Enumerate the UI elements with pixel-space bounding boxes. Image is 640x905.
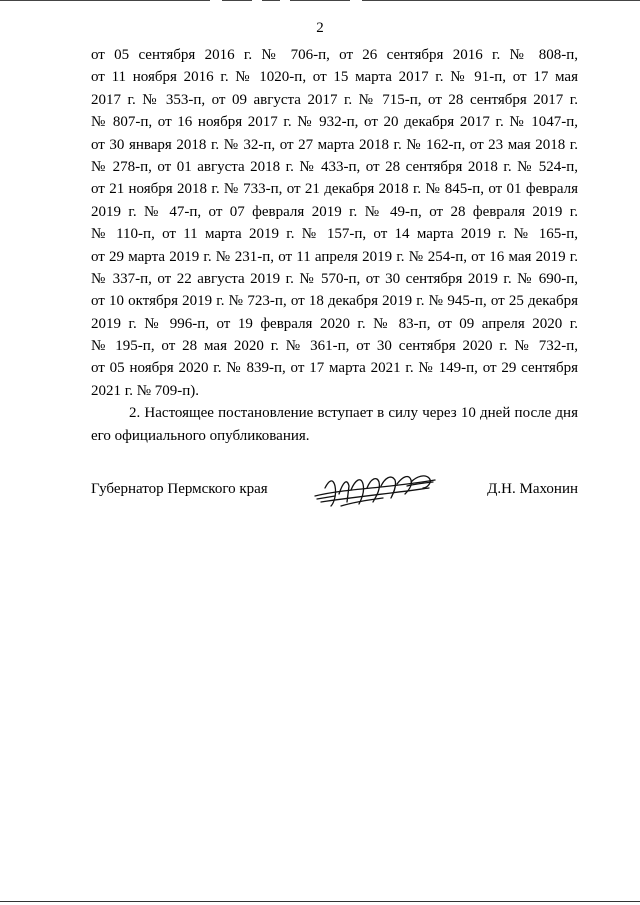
text-line: его официального опубликования. [91,427,310,444]
signatory-name: Д.Н. Махонин [487,481,578,497]
text-line: 2019 г. № 996-п, от 19 февраля 2020 г. № 83-п, от 09 апреля 2020 г. [91,315,578,332]
text-line: № 110-п, от 11 марта 2019 г. № 157-п, от 14 марта 2019 г. № 165-п, [91,226,578,243]
text-line: от 30 января 2018 г. № 32-п, от 27 марта 2018 г. № 162-п, от 23 мая 2018 г. [91,136,578,153]
text-line: № 278-п, от 01 августа 2018 г. № 433-п, от 28 сентября 2018 г. № 524-п, [91,158,578,175]
text-line: № 337-п, от 22 августа 2019 г. № 570-п, от 30 сентября 2019 г. № 690-п, [91,270,578,287]
text-line: 2021 г. № 709-п). [91,382,200,399]
text-line: от 29 марта 2019 г. № 231-п, от 11 апреля 2019 г. № 254-п, от 16 мая 2019 г. [91,248,578,265]
text-line: № 195-п, от 28 мая 2020 г. № 361-п, от 30 сентября 2020 г. № 732-п, [91,338,578,355]
text-line: от 05 сентября 2016 г. № 706-п, от 26 сентября 2016 г. № 808-п, [91,47,578,63]
text-line: 2. Настоящее постановление вступает в силу через 10 дней после дня [129,405,578,422]
paragraph-2 [91,402,578,447]
text-line: 2017 г. № 353-п, от 09 августа 2017 г. № 715-п, от 28 сентября 2017 г. [91,91,578,108]
text-line: № 807-п, от 16 ноября 2017 г. № 932-п, от 20 декабря 2017 г. № 1047-п, [91,114,578,131]
scan-bottom-edge [0,901,640,902]
text-line: от 21 ноября 2018 г. № 733-п, от 21 декабря 2018 г. № 845-п, от 01 февраля [91,181,578,198]
scan-top-edge [0,0,640,2]
paragraph-1 [91,44,578,402]
text-line: от 11 ноября 2016 г. № 1020-п, от 15 марта 2017 г. № 91-п, от 17 мая [91,69,578,86]
document-body [91,44,578,447]
text-line: от 05 ноября 2020 г. № 839-п, от 17 марта 2021 г. № 149-п, от 29 сентября [91,360,578,377]
page-number: 2 [316,20,324,36]
signatory-title: Губернатор Пермского края [91,481,268,497]
handwritten-signature [311,466,441,516]
text-line: 2019 г. № 47-п, от 07 февраля 2019 г. № 49-п, от 28 февраля 2019 г. [91,203,578,220]
text-line: от 10 октября 2019 г. № 723-п, от 18 декабря 2019 г. № 945-п, от 25 декабря [91,293,578,310]
signature-block [91,478,578,518]
